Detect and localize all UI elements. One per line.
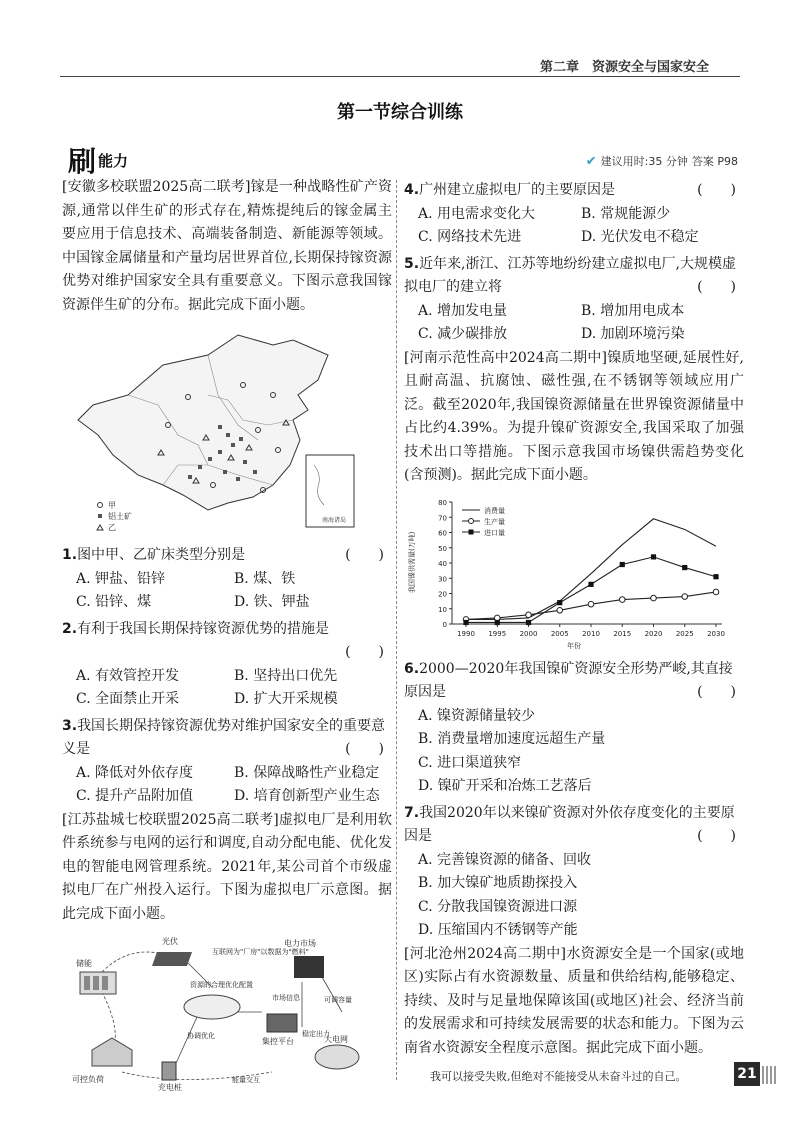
x-tick-label: 2025 xyxy=(675,629,694,638)
option-c[interactable]: C. 提升产品附加值 xyxy=(76,788,194,804)
nickel-chart-svg xyxy=(404,494,734,654)
option-b[interactable]: B. 保障战略性产业稳定 xyxy=(234,764,380,781)
question-stem: 我国长期保持镓资源优势对维护国家安全的重要意义是 xyxy=(62,717,386,757)
option-d[interactable]: D. 镍矿开采和冶炼工艺落后 xyxy=(418,778,592,794)
label-platform: 集控平台 xyxy=(262,1037,294,1046)
data-point xyxy=(463,619,468,624)
option-c[interactable]: C. 全面禁止开采 xyxy=(76,691,180,707)
answer-blank[interactable]: ( ) xyxy=(697,684,736,700)
legend-bauxite: 铝土矿 xyxy=(108,512,132,521)
option-d[interactable]: D. 光伏发电不稳定 xyxy=(581,229,699,245)
label-energy-exchange: 能量交互 xyxy=(232,1076,260,1084)
y-tick-label: 70 xyxy=(438,513,447,522)
brand-block xyxy=(68,140,128,180)
x-axis-label: 年份 xyxy=(567,641,581,650)
x-tick-label: 2005 xyxy=(550,629,569,638)
question-4 xyxy=(404,179,744,250)
cloud-node xyxy=(184,980,253,1019)
question-stem: 广州建立虚拟电厂的主要原因是 xyxy=(419,182,616,198)
label-load: 可控负荷 xyxy=(72,1075,104,1084)
passage-nickel: [河南示范性高中2024高二期中]镍质地坚硬,延展性好,且耐高温、抗腐蚀、磁性强,在不锈钢等领域应用广泛。截至2020年,我国镍资源储量在世界镍资源储量中占比约4.39%。为提升镍矿资源安全,我国采取了加强技术出口等措施。下图示意我国市场镍供需趋势变化(含预测)。据此完成下面小题。 xyxy=(404,349,744,483)
nickel-chart xyxy=(404,494,734,654)
options xyxy=(62,568,392,615)
answer-blank[interactable]: ( ) xyxy=(345,644,384,660)
option-b[interactable]: B. 消费量增加速度远超生产量 xyxy=(418,731,606,747)
y-tick-label: 10 xyxy=(438,605,447,614)
label-stable-output: 稳定出力 xyxy=(302,1030,330,1038)
page-decoration xyxy=(762,1066,776,1084)
data-point xyxy=(588,601,594,607)
legend-jia: 甲 xyxy=(108,501,116,510)
option-c[interactable]: C. 网络技术先进 xyxy=(418,229,522,245)
chapter-header: 第二章 资源安全与国家安全 xyxy=(540,60,710,75)
option-a[interactable]: A. 镍资源储量较少 xyxy=(418,707,536,724)
question-5 xyxy=(404,253,744,347)
data-point xyxy=(651,595,657,601)
passage-vpp: [江苏盐城七校联盟2025高二联考]虚拟电厂是利用软件系统参与电网的运行和调度,自动分配电能、优化发电的智能电网管理系统。2021年,某公司首个市级虚拟电厂在广州投入运行。下图为虚拟电厂示意图。据此完成下面小题。 xyxy=(62,811,392,922)
label-internet-note: 互联网为"厂房"以数据为"燃料" xyxy=(212,948,309,956)
header-rule xyxy=(60,76,740,77)
question-number: 3. xyxy=(62,717,78,734)
pv-node xyxy=(152,936,192,966)
grid-node xyxy=(315,1034,359,1069)
question-2 xyxy=(62,618,392,712)
y-axis-label: 我国镍供需量(万吨) xyxy=(408,531,416,593)
south-sea-inset xyxy=(306,455,354,527)
map-legend xyxy=(97,501,132,532)
data-point xyxy=(713,589,719,595)
load-node xyxy=(72,1038,132,1084)
passage-gallium: [安徽多校联盟2025高二联考]镓是一种战略性矿产资源,通常以伴生矿的形式存在,精炼提纯后的镓金属主要应用于信息技术、高端装备制造、新能源等领域。中国镓金属储量和产量均居世界首位,长期保持镓资源优势对维护国家安全具有重要意义。下图示意我国镓资源伴生矿的分布。据此完成下面小题。 xyxy=(62,179,392,313)
option-a[interactable]: A. 用电需求变化大 xyxy=(418,205,536,222)
data-point xyxy=(619,596,625,602)
time-label: 建议用时:35 分钟 xyxy=(600,155,688,168)
label-market: 电力市场 xyxy=(284,939,316,948)
option-a[interactable]: A. 钾盐、铅锌 xyxy=(76,570,166,587)
label-storage: 储能 xyxy=(76,959,92,968)
y-tick-label: 80 xyxy=(438,498,447,507)
answer-blank[interactable]: ( ) xyxy=(697,828,736,844)
left-column xyxy=(62,176,392,1092)
option-d[interactable]: D. 压缩国内不锈钢等产能 xyxy=(418,922,578,938)
question-stem: 我国2020年以来镍矿资源对外依存度变化的主要原因是 xyxy=(404,804,735,844)
storage-node xyxy=(76,958,116,994)
option-d[interactable]: D. 加剧环境污染 xyxy=(581,326,685,342)
option-a[interactable]: A. 完善镍资源的储备、回收 xyxy=(418,851,592,868)
brand-char: 刷 xyxy=(68,145,97,178)
section-title: 第一节综合训练 xyxy=(337,102,463,123)
label-allocation: 资源的合理优化配置 xyxy=(190,981,253,989)
option-c[interactable]: C. 分散我国镍资源进口源 xyxy=(418,898,578,915)
footer-motto: 我可以接受失败,但绝对不能接受从未奋斗过的自己。 xyxy=(430,1070,687,1083)
data-point xyxy=(682,564,687,569)
charger-node xyxy=(158,1062,182,1092)
legend-label: 生产量 xyxy=(484,517,505,526)
china-map xyxy=(68,325,368,540)
x-tick-label: 2015 xyxy=(613,629,632,638)
option-b[interactable]: B. 煤、铁 xyxy=(234,570,296,587)
page-number: 21 xyxy=(734,1062,760,1086)
question-stem: 图中甲、乙矿床类型分别是 xyxy=(77,547,246,563)
question-number: 7. xyxy=(404,804,420,821)
options xyxy=(404,203,744,250)
x-tick-label: 2010 xyxy=(582,629,600,638)
question-1 xyxy=(62,544,392,615)
legend-label: 进口量 xyxy=(484,528,505,537)
x-tick-label: 2020 xyxy=(644,629,663,638)
right-column xyxy=(404,176,744,1060)
answer-blank[interactable]: ( ) xyxy=(345,547,384,563)
inset-label: 南海诸岛 xyxy=(322,517,347,524)
options xyxy=(62,762,392,809)
options xyxy=(62,665,392,712)
option-c[interactable]: C. 进口渠道狭窄 xyxy=(418,754,522,771)
legend-yi: 乙 xyxy=(108,523,116,532)
label-market-info: 市场信息 xyxy=(272,994,300,1002)
data-point xyxy=(557,607,563,613)
x-tick-label: 2030 xyxy=(707,629,725,638)
question-stem: 有利于我国长期保持镓资源优势的措施是 xyxy=(77,620,330,637)
data-point xyxy=(620,561,625,566)
x-tick-label: 1995 xyxy=(488,629,507,638)
answer-blank[interactable]: ( ) xyxy=(697,279,736,295)
label-coordination: 协调优化 xyxy=(187,1032,215,1040)
option-a[interactable]: A. 降低对外依存度 xyxy=(76,764,194,781)
brand-sub: 能力 xyxy=(98,151,129,170)
option-d[interactable]: D. 铁、钾盐 xyxy=(234,594,310,610)
legend-marker xyxy=(469,518,474,523)
answer-blank[interactable]: ( ) xyxy=(697,182,736,198)
y-tick-label: 40 xyxy=(438,559,447,568)
passage-water: [河北沧州2024高二期中]水资源安全是一个国家(或地区)实际占有水资源数量、质量和供给结构,能够稳定、持续、及时与足量地保障该国(或地区)社会、经济当前的发展需求和可持续发展需要的状态和能力。下图为云南省水资源安全程度示意图。据此完成下面小题。 xyxy=(404,945,744,1056)
vpp-diagram xyxy=(62,932,382,1092)
option-b[interactable]: B. 增加用电成本 xyxy=(581,302,685,319)
column-divider xyxy=(396,180,397,1080)
question-number: 5. xyxy=(404,255,420,272)
question-stem: 近年来,浙江、江苏等地纷纷建立虚拟电厂,大规模虚拟电厂的建立将 xyxy=(404,255,736,295)
options xyxy=(404,300,744,347)
data-point xyxy=(495,619,500,624)
data-point xyxy=(557,600,562,605)
data-point xyxy=(713,574,718,579)
label-grid: 大电网 xyxy=(324,1035,348,1044)
answer-label: 答案 P98 xyxy=(691,155,738,168)
question-number: 6. xyxy=(404,660,420,677)
options xyxy=(404,849,744,943)
y-tick-label: 30 xyxy=(438,574,447,583)
y-tick-label: 50 xyxy=(438,544,447,553)
question-7 xyxy=(404,802,744,943)
option-b[interactable]: B. 常规能源少 xyxy=(581,205,671,222)
options xyxy=(404,705,744,799)
option-a[interactable]: A. 增加发电量 xyxy=(418,302,508,319)
y-tick-label: 60 xyxy=(438,529,447,537)
option-c[interactable]: C. 减少碳排放 xyxy=(418,326,508,342)
data-point xyxy=(526,612,532,618)
question-3 xyxy=(62,715,392,809)
y-tick-label: 20 xyxy=(438,590,447,598)
question-number: 2. xyxy=(62,620,78,637)
legend-label: 消费量 xyxy=(484,506,505,515)
option-d[interactable]: D. 扩大开采规模 xyxy=(234,691,338,707)
answer-blank[interactable]: ( ) xyxy=(345,741,384,757)
data-point xyxy=(526,619,531,624)
legend-marker xyxy=(469,529,474,534)
label-pv: 光伏 xyxy=(162,937,178,946)
label-adjustable: 可调容量 xyxy=(324,996,352,1004)
option-b[interactable]: B. 坚持出口优先 xyxy=(234,667,338,684)
option-d[interactable]: D. 培育创新型产业生态 xyxy=(234,788,380,804)
label-charger: 充电桩 xyxy=(158,1083,182,1092)
market-node xyxy=(272,938,352,1004)
option-c[interactable]: C. 铅锌、煤 xyxy=(76,594,152,610)
option-b[interactable]: B. 加大镍矿地质勘探投入 xyxy=(418,875,578,891)
data-point xyxy=(682,593,688,599)
x-tick-label: 1990 xyxy=(457,629,475,638)
data-point xyxy=(588,581,593,586)
question-number: 4. xyxy=(404,182,420,198)
question-6 xyxy=(404,658,744,799)
data-point xyxy=(651,554,656,559)
option-a[interactable]: A. 有效管控开发 xyxy=(76,667,180,684)
data-point xyxy=(494,615,500,621)
y-tick-label: 0 xyxy=(442,620,447,629)
platform-node xyxy=(262,1014,330,1046)
x-tick-label: 2000 xyxy=(519,629,538,638)
question-number: 1. xyxy=(62,547,78,563)
gallium-map-figure xyxy=(68,325,368,540)
series-line-2 xyxy=(466,556,716,622)
check-icon: ✔ xyxy=(585,153,597,169)
question-stem: 2000—2020年我国镍矿资源安全形势严峻,其直接原因是 xyxy=(404,660,733,700)
time-note xyxy=(586,153,738,169)
